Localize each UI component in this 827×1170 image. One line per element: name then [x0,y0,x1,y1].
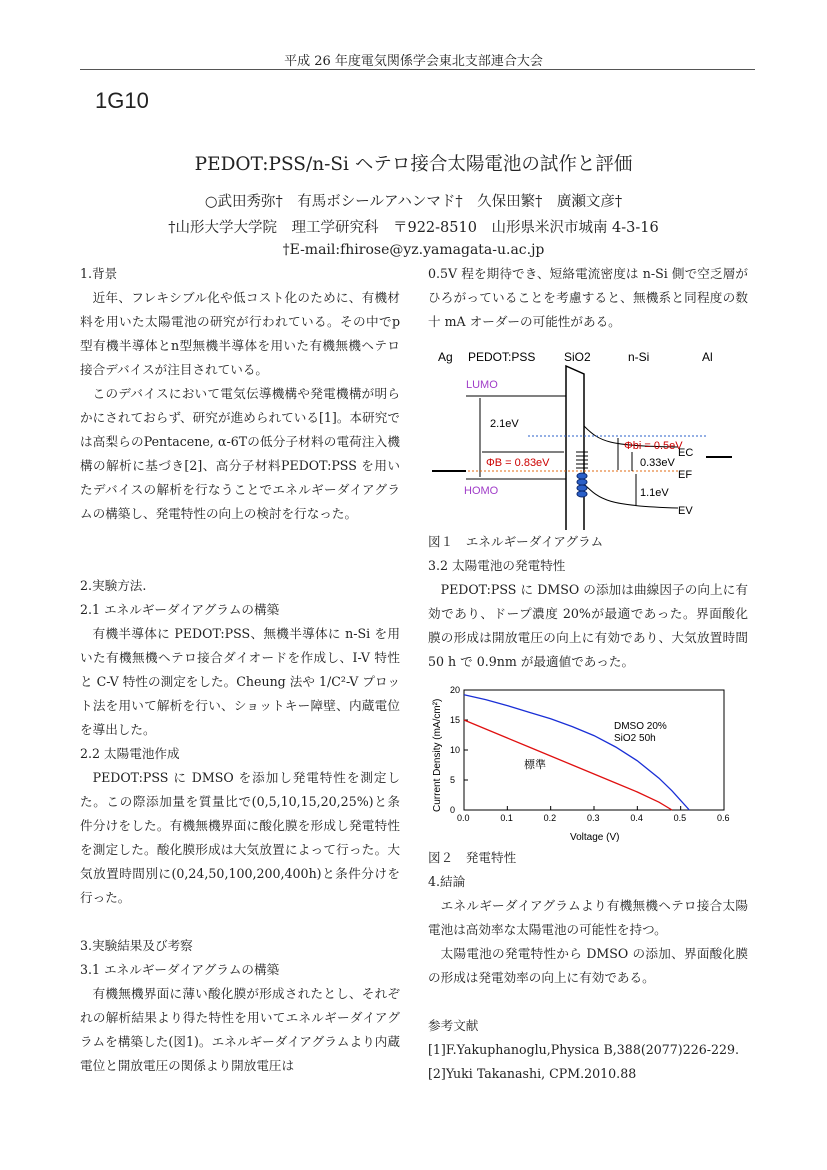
subsection-heading: 2.1 エネルギーダイアグラムの構築 [80,602,280,617]
subsection-heading: 3.2 太陽電池の発電特性 [428,558,566,573]
section-heading: 4.結論 [428,874,466,889]
paragraph: 有機半導体に PEDOT:PSS、無機半導体に n-Si を用いた有機無機ヘテロ接合ダイオードを作成し、I-V 特性と C-V 特性の測定をした。Cheung 法や 1/C²-V プロット法を用いて解析を行い、ショットキー障壁、内蔵電位を導出した。 [80,626,400,737]
paragraph: PEDOT:PSS に DMSO の添加は曲線因子の向上に有効であり、ドープ濃度 20%が最適であった。界面酸化膜の形成は開放電圧の向上に有効であり、大気放置時間 50 h で 0.9nm が最適値であった。 [428,582,748,669]
layer-label: Al [702,350,713,364]
annotation-sio2: SiO2 50h [614,733,656,744]
annotation-standard: 標準 [524,759,546,771]
energy-diagram [428,334,748,530]
x-tick-label: 0.6 [717,813,730,823]
x-tick-label: 0.0 [457,813,470,823]
v11-label: 1.1eV [640,487,669,499]
section-heading: 2.実験方法. [80,578,147,593]
iv-chart [428,682,748,846]
x-tick-label: 0.4 [630,813,643,823]
lumo-label: LUMO [466,379,498,391]
layer-label: SiO2 [564,350,591,364]
affiliation: †山形大学大学院 理工学研究科 〒922-8510 山形県米沢市城南 4-3-16 [168,220,659,236]
y-axis-label: Current Density (mA/cm²) [432,698,443,812]
ef-label: EF [678,469,693,481]
reference: [1]F.Yakuphanoglu,Physica B,388(2077)226-229. [428,1042,740,1057]
ec-label: EC [678,447,694,459]
layer-label: PEDOT:PSS [468,350,536,364]
gap-label: 2.1eV [490,418,519,430]
section-heading: 1.背景 [80,266,118,281]
paragraph: 近年、フレキシブル化や低コスト化のために、有機材料を用いた太陽電池の研究が行われている。その中でp型有機半導体とn型無機半導体を用いた有機無機ヘテロ接合デバイスが注目されている。 [80,290,400,377]
x-axis-label: Voltage (V) [570,832,620,843]
x-tick-label: 0.3 [587,813,600,823]
y-tick-label: 20 [450,685,461,695]
annotation-dmso: DMSO 20% [614,721,667,732]
header-rule [80,69,755,70]
x-tick-label: 0.5 [673,813,687,823]
email: †E-mail:fhirose@yz.yamagata-u.ac.jp [282,242,545,258]
ev-label: EV [678,505,693,517]
plot-frame [464,690,724,810]
phib-label: ΦB = 0.83eV [486,457,550,469]
series-line-dmso [464,695,689,810]
reference: [2]Yuki Takanashi, CPM.2010.88 [428,1066,637,1081]
figure-caption: 図１ エネルギーダイアグラム [428,534,604,549]
layer-label: Ag [438,350,453,364]
paper-code: 1G10 [95,88,149,113]
paper-title: PEDOT:PSS/n-Si ヘテロ接合太陽電池の試作と評価 [194,154,633,175]
energy-diagram-figure [428,334,748,530]
figure-caption: 図２ 発電特性 [428,850,517,865]
left-column [80,262,400,1078]
references-heading: 参考文献 [428,1018,479,1033]
v033-label: 0.33eV [640,457,675,469]
x-tick-label: 0.2 [543,813,557,823]
interface-states [576,452,588,468]
y-tick-label: 5 [450,775,456,785]
authors: ○武田秀弥† 有馬ボシールアハンマド† 久保田繁† 廣瀬文彦† [204,194,623,210]
y-tick-label: 10 [450,745,461,755]
iv-chart-figure [428,682,748,846]
paragraph: エネルギーダイアグラムより有機無機ヘテロ接合太陽電池は高効率な太陽電池の可能性を持つ。 [428,898,748,937]
paragraph: このデバイスにおいて電気伝導機構や発電機構が明らかにされておらず、研究が進められている[1]。本研究では高梨らのPentacene, α-6Tの低分子材料の電荷注入機構の解析に基づき[2]、高分子材料PEDOT:PSS を用いたデバイスの解析を行なうことでエネルギーダイアグラムの構築し、発電特性の向上の検討を行なった。 [80,386,400,521]
section-heading: 3.実験結果及び考察 [80,938,193,953]
y-tick-label: 0 [450,805,456,815]
subsection-heading: 3.1 エネルギーダイアグラムの構築 [80,962,280,977]
paragraph: 0.5V 程を期待でき、短絡電流密度は n-Si 側で空乏層がひろがっていることを考慮すると、無機系と同程度の数十 mA オーダーの可能性がある。 [428,266,748,329]
sio2-barrier [566,366,584,530]
paragraph: PEDOT:PSS に DMSO を添加し発電特性を測定した。この際添加量を質量比で(0,5,10,15,20,25%)と条件分けをした。有機無機界面に酸化膜を形成し発電特性を測定した。酸化膜形成は大気放置によって行った。大気放置時間別に(0,24,50,100,200,400h)と条件分けを行った。 [80,770,400,905]
layer-label: n-Si [628,350,650,364]
y-tick-label: 15 [450,715,461,725]
phibi-label: Φbi = 0.5eV [624,440,683,452]
paragraph: 太陽電池の発電特性から DMSO の添加、界面酸化膜の形成は発電効率の向上に有効である。 [428,946,748,985]
right-column [428,262,748,1086]
paragraph: 有機無機界面に薄い酸化膜が形成されたとし、それぞれの解析結果より得た特性を用いてエネルギーダイアグラムを構築した(図1)。エネルギーダイアグラムより内蔵電位と開放電圧の関係より開放電圧は [80,986,400,1073]
conference-header: 平成 26 年度電気関係学会東北支部連合大会 [284,54,543,69]
homo-label: HOMO [464,485,499,497]
x-tick-label: 0.1 [500,813,513,823]
subsection-heading: 2.2 太陽電池作成 [80,746,180,761]
